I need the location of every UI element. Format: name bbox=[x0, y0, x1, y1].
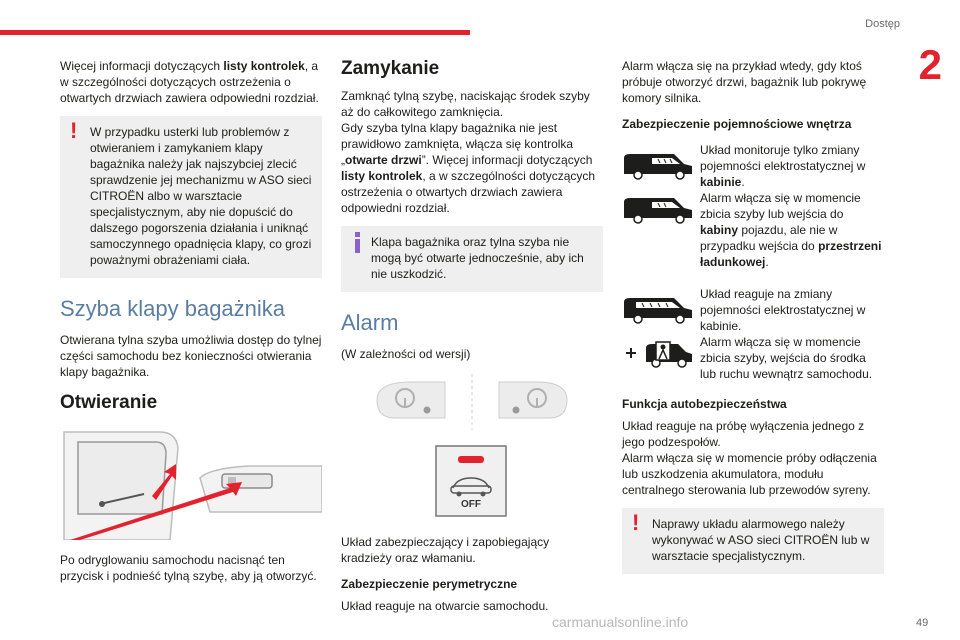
cabin-only-block bbox=[622, 142, 884, 276]
warning-box bbox=[60, 116, 322, 278]
watermark-url: carmanualsonline.info bbox=[552, 614, 689, 630]
full-interior-block bbox=[622, 286, 884, 388]
paragraph-close-instruction: Zamknąć tylną szybę, naciskając środek szyby aż do całkowitego zamknięcia. bbox=[341, 89, 590, 119]
paragraph-self-protection-trigger: Alarm włącza się w momencie próby odłączenia lub uszkodzenia akumulatora, modułu centralnego sterowania lub przewodów syreny. bbox=[622, 451, 877, 497]
alarm-off-button bbox=[341, 438, 603, 528]
info-text: Klapa bagażnika oraz tylna szyba nie mogą być otwarte jednocześnie, aby ich nie uszkodzić. bbox=[371, 235, 584, 281]
header-red-bar bbox=[0, 30, 470, 35]
column-2 bbox=[341, 58, 603, 620]
paragraph-window-description: Otwierana tylna szyba umożliwia dostęp do tylnej części samochodu bez konieczności otwierania klapy bagażnika. bbox=[60, 333, 322, 379]
paragraph-door-open-warning: Gdy szyba tylna klapy bagażnika nie jest prawidłowo zamknięta, włącza się kontrolka „otwarte drzwi”. Więcej informacji dotyczących listy kontrolek, a w szczególności dotyczących ostrzeżenia o otwartych drzwiach zawiera odpowiedni rozdział. bbox=[341, 121, 596, 215]
warning-text: W przypadku usterki lub problemów z otwieraniem i zamykaniem klapy bagażnika należy jak najszybciej zlecić sprawdzenie jej mechanizmu w ASO sieci CITROËN albo w warsztacie specjalistycznym, aby nie dopuścić do dalszego pogorszenia działania i uniknąć samoczynnego opadnięcia klapy, co grozi poważnymi obrażeniami ciała. bbox=[90, 125, 312, 267]
van-cabin-icon bbox=[622, 142, 694, 226]
heading-volumetric: Zabezpieczenie pojemnościowe wnętrza bbox=[622, 117, 852, 131]
paragraph-more-info: Więcej informacji dotyczących listy kontrolek, a w szczególności dotyczących ostrzeżenia o otwartych drzwiach zawiera odpowiedni rozdział. bbox=[60, 59, 319, 105]
column-1 bbox=[60, 58, 322, 590]
cabin-only-line1: Układ monitoruje tylko zmiany pojemności elektrostatycznej w kabinie. bbox=[700, 143, 866, 189]
heading-opening: Otwieranie bbox=[60, 392, 158, 413]
section-title: Szyba klapy bagażnika bbox=[60, 296, 286, 321]
alarm-button-illustration bbox=[341, 370, 603, 530]
column-3 bbox=[622, 58, 884, 586]
paragraph-perimeter: Układ reaguje na otwarcie samochodu. bbox=[341, 599, 549, 613]
paragraph-alarm-trigger: Alarm włącza się na przykład wtedy, gdy ktoś próbuje otworzyć drzwi, bagażnik lub pokrywę komory silnika. bbox=[622, 59, 867, 105]
info-box bbox=[341, 226, 603, 292]
alarm-title: Alarm bbox=[341, 310, 399, 335]
paragraph-self-protection: Układ reaguje na próbę wyłączenia jednego z jego podzespołów. bbox=[622, 419, 865, 449]
info-icon bbox=[351, 232, 365, 254]
warning-repair-text: Naprawy układu alarmowego należy wykonywać w ASO sieci CITROËN lub w warsztacie specjalistycznym. bbox=[652, 517, 870, 563]
overhead-console-illustration bbox=[341, 370, 603, 434]
paragraph-alarm-description: Układ zabezpieczający i zapobiegający kradzieży oraz włamaniu. bbox=[341, 535, 550, 565]
cabin-only-line2: Alarm włącza się w momencie zbicia szyby lub wejścia do kabiny pojazdu, ale nie w przypadku wejścia do przestrzeni ładunkowej. bbox=[700, 191, 882, 269]
chapter-number: 2 bbox=[918, 41, 942, 88]
full-interior-line1: Układ reaguje na zmiany pojemności elektrostatycznej w kabinie. bbox=[700, 287, 866, 333]
paragraph-open-instruction: Po odryglowaniu samochodu nacisnąć ten przycisk i podnieść tylną szybę, aby ją otworzyć. bbox=[60, 553, 317, 583]
warning-box-repair bbox=[622, 508, 884, 574]
warning-icon: ! bbox=[632, 510, 640, 535]
full-interior-line2: Alarm włącza się w momencie zbicia szyby, wejścia do środka lub ruchu wewnątrz samochodu. bbox=[700, 335, 873, 381]
warning-icon: ! bbox=[70, 118, 78, 143]
section-name: Dostęp bbox=[865, 18, 900, 30]
heading-self-protection: Funkcja autobezpieczeństwa bbox=[622, 397, 787, 411]
heading-perimeter: Zabezpieczenie perymetryczne bbox=[341, 577, 518, 591]
version-note: (W zależności od wersji) bbox=[341, 347, 471, 361]
heading-closing: Zamykanie bbox=[341, 58, 440, 79]
page-number: 49 bbox=[916, 617, 929, 629]
rear-window-illustration bbox=[60, 428, 322, 540]
van-interior-icon bbox=[622, 286, 694, 370]
off-label: OFF bbox=[461, 499, 481, 510]
